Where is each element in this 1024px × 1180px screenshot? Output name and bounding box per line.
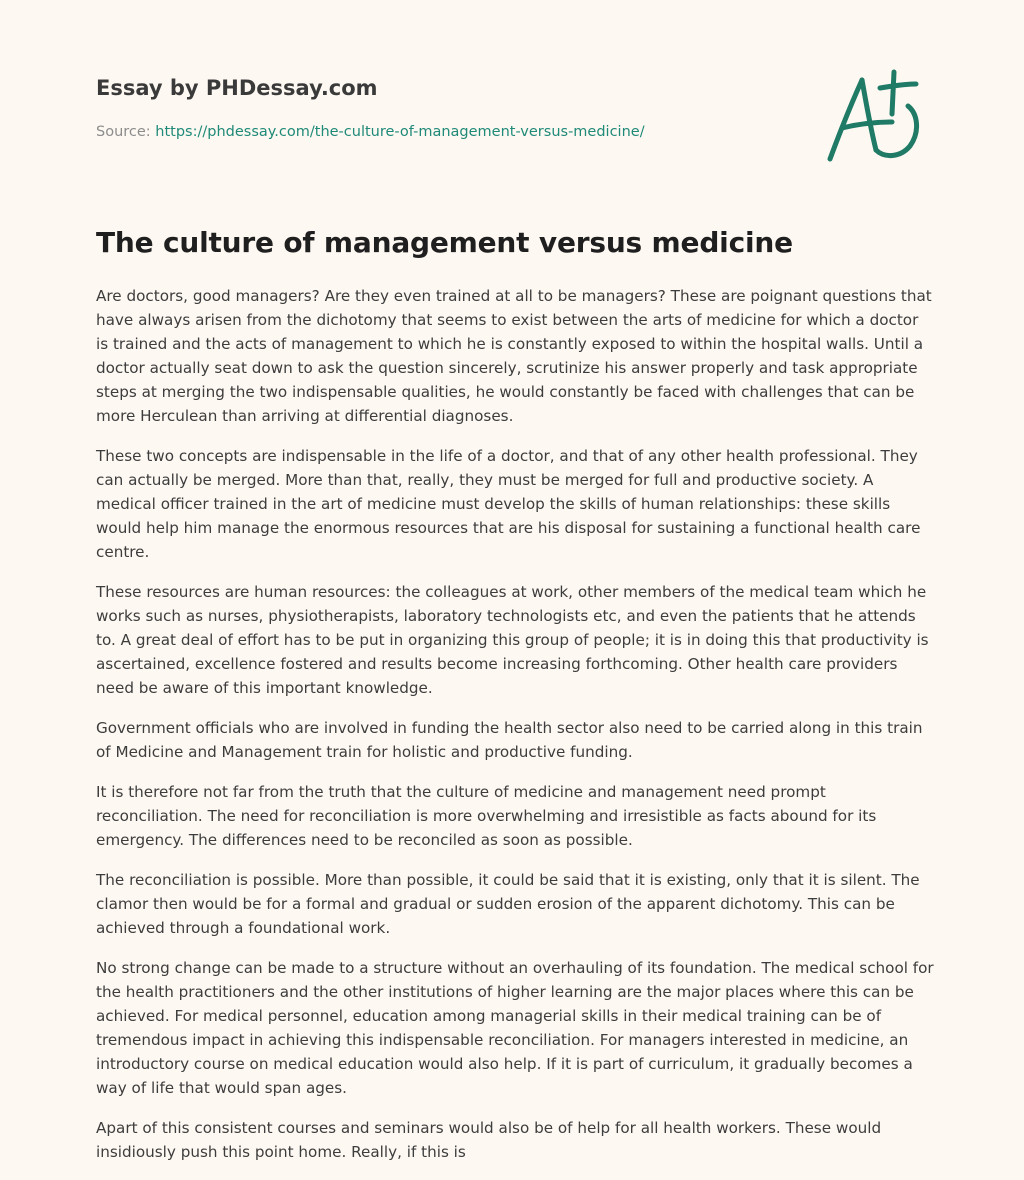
paragraph: It is therefore not far from the truth that the culture of medicine and management need prompt reconciliation. The need for reconciliation is more overwhelming and irresistible as facts abound for its emergency. The differences need to be reconciled as soon as possible. bbox=[96, 783, 877, 849]
paragraph: These resources are human resources: the colleagues at work, other members of the medical team which he works such as nurses, physiotherapists, laboratory technologists etc, and even the patients that he attends to. A great deal of effort has to be put in organizing this group of people; it is in doing this that productivity is ascertained, excellence fostered and results become increasing forthcoming. Other health care providers need be aware of this important knowledge. bbox=[96, 583, 929, 697]
a-plus-logo-icon bbox=[818, 66, 930, 166]
paragraph: The reconciliation is possible. More than possible, it could be said that it is existing, only that it is silent. The clamor then would be for a formal and gradual or sudden erosion of the apparent dichotomy. This can be achieved through a foundational work. bbox=[96, 871, 920, 937]
paragraph: These two concepts are indispensable in the life of a doctor, and that of any other health professional. They can actually be merged. More than that, really, they must be merged for full and productive society. A medical officer trained in the art of medicine must develop the skills of human relationships: these skills would help him manage the enormous resources that are his disposal for sustaining a functional health care centre. bbox=[96, 447, 921, 561]
page-title: The culture of management versus medicine bbox=[96, 226, 793, 259]
paragraph: Government officials who are involved in funding the health sector also need to be carried along in this train of Medicine and Management train for holistic and productive funding. bbox=[96, 719, 923, 761]
site-brand: Essay by PHDessay.com bbox=[96, 76, 378, 100]
source-link[interactable]: https://phdessay.com/the-culture-of-management-versus-medicine/ bbox=[155, 124, 645, 140]
paragraph: Are doctors, good managers? Are they even trained at all to be managers? These are poignant questions that have always arisen from the dichotomy that seems to exist between the arts of medicine for which a doctor is trained and the acts of management to which he is constantly exposed to within the hospital walls. Until a doctor actually seat down to ask the question sincerely, scrutinize his answer properly and task appropriate steps at merging the two indispensable qualities, he would constantly be faced with challenges that can be more Herculean than arriving at differential diagnoses. bbox=[96, 287, 932, 425]
source-label: Source: bbox=[96, 124, 151, 140]
source-line bbox=[96, 124, 645, 140]
article-body bbox=[96, 284, 934, 1180]
paragraph: No strong change can be made to a structure without an overhauling of its foundation. The medical school for the health practitioners and the other institutions of higher learning are the major places where this can be achieved. For medical personnel, education among managerial skills in their medical training can be of tremendous impact in achieving this indispensable reconciliation. For managers interested in medicine, an introductory course on medical education would also help. If it is part of curriculum, it gradually becomes a way of life that would span ages. bbox=[96, 959, 934, 1097]
paragraph: Apart of this consistent courses and seminars would also be of help for all health workers. These would insidiously push this point home. Really, if this is bbox=[96, 1119, 882, 1161]
